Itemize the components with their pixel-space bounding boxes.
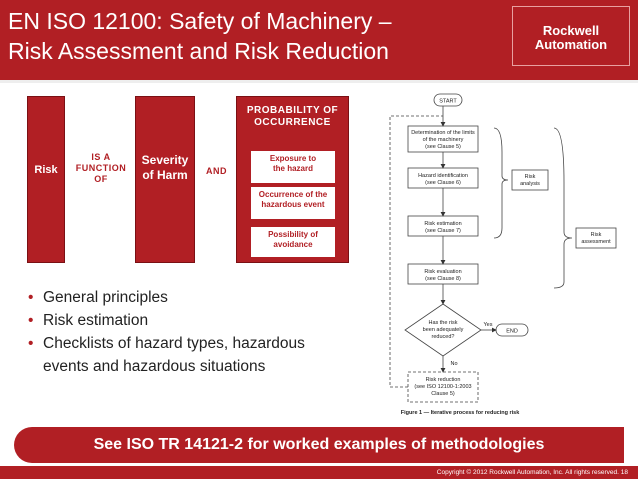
of-text: OF bbox=[94, 174, 108, 184]
limits-text-3: (see Clause 5) bbox=[425, 144, 461, 150]
logo-text-2: Automation bbox=[534, 37, 608, 52]
limits-text-2: of the machinery bbox=[422, 137, 464, 143]
probability-box bbox=[236, 96, 349, 263]
is-a-text: IS A bbox=[91, 152, 111, 162]
bullet-item bbox=[28, 332, 348, 378]
iterative-process-flowchart bbox=[384, 92, 636, 418]
risk-box bbox=[27, 96, 65, 263]
bullet-item bbox=[28, 309, 348, 332]
title-line-2: Risk Assessment and Risk Reduction bbox=[8, 38, 389, 64]
hazard-id-text-1: Hazard identification bbox=[418, 173, 468, 179]
yes-text: Yes bbox=[483, 322, 493, 328]
probability-title bbox=[237, 105, 348, 129]
copyright-footer: Copyright © 2012 Rockwell Automation, Inc. All rights reserved. 18 bbox=[0, 466, 638, 479]
bullet-text: General principles bbox=[43, 289, 168, 306]
and-label: AND bbox=[206, 166, 227, 176]
risk-estimation-text-2: (see Clause 7) bbox=[425, 228, 461, 234]
figure-caption: Figure 1 — Iterative process for reducing risk bbox=[400, 410, 520, 416]
function-text: FUNCTION bbox=[75, 163, 127, 173]
bullet-text: Risk estimation bbox=[43, 312, 149, 329]
risk-evaluation-text-1: Risk evaluation bbox=[424, 269, 462, 275]
no-text: No bbox=[450, 361, 458, 367]
exposure-text-2: the hazard bbox=[272, 164, 313, 173]
risk-assessment-text-2: assessment bbox=[581, 239, 611, 245]
end-text: END bbox=[506, 328, 518, 335]
possibility-box bbox=[251, 227, 335, 257]
start-text: START bbox=[439, 98, 457, 105]
title-line-1: EN ISO 12100: Safety of Machinery – bbox=[8, 8, 392, 34]
is-a-function-of-label bbox=[68, 152, 134, 185]
occurrence-box bbox=[251, 187, 335, 219]
logo-text-1: Rockwell bbox=[542, 23, 600, 38]
risk-analysis-text-1: Risk bbox=[524, 174, 536, 180]
header-divider bbox=[0, 80, 638, 83]
slide-title bbox=[8, 6, 392, 66]
hazard-id-text-2: (see Clause 6) bbox=[425, 180, 461, 186]
decision-text-1: Has the risk bbox=[428, 320, 458, 326]
risk-assessment-box bbox=[576, 228, 616, 248]
probability-title-1: PROBABILITY OF bbox=[246, 105, 339, 116]
decision-text-3: reduced? bbox=[431, 334, 455, 340]
bullet-item bbox=[28, 286, 348, 309]
limits-text-1: Determination of the limits bbox=[411, 130, 475, 136]
possibility-text-1: Possibility of bbox=[268, 230, 318, 239]
risk-evaluation-text-2: (see Clause 8) bbox=[425, 276, 461, 282]
possibility-text-2: avoidance bbox=[273, 240, 313, 249]
header-bar bbox=[0, 0, 638, 80]
probability-title-2: OCCURRENCE bbox=[254, 117, 331, 128]
risk-label: Risk bbox=[34, 164, 58, 176]
risk-assessment-text-1: Risk bbox=[590, 232, 602, 238]
bullet-text: Checklists of hazard types, hazardous events and hazardous situations bbox=[43, 335, 305, 375]
bullet-list bbox=[28, 286, 348, 378]
risk-estimation-text-1: Risk estimation bbox=[424, 221, 462, 227]
of-harm-label: of Harm bbox=[142, 168, 188, 182]
risk-analysis-box bbox=[512, 170, 548, 190]
severity-label: Severity bbox=[141, 153, 189, 167]
exposure-text-1: Exposure to bbox=[269, 154, 317, 163]
rockwell-logo bbox=[512, 6, 630, 66]
methodology-banner: See ISO TR 14121-2 for worked examples of methodologies bbox=[14, 427, 624, 463]
risk-reduction-text-3: Clause 5) bbox=[431, 391, 455, 397]
decision-text-2: been adequately bbox=[422, 327, 464, 333]
severity-box bbox=[135, 96, 195, 263]
occurrence-text-1: Occurrence of the bbox=[258, 190, 328, 199]
risk-reduction-text-2: (see ISO 12100-1:2003 bbox=[414, 384, 472, 390]
risk-analysis-text-2: analysis bbox=[520, 181, 540, 187]
exposure-box bbox=[251, 151, 335, 183]
occurrence-text-2: hazardous event bbox=[261, 200, 325, 209]
risk-reduction-text-1: Risk reduction bbox=[425, 377, 461, 383]
